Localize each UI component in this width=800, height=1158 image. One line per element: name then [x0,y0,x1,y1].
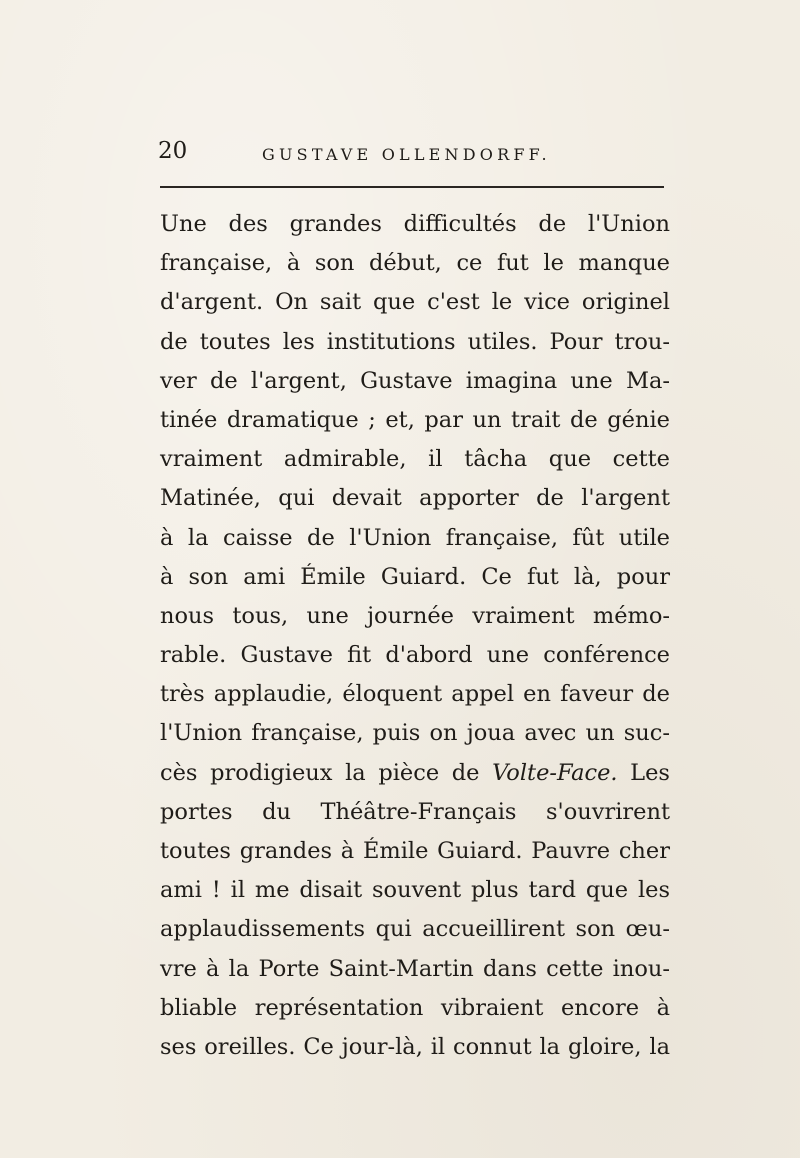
text-line: applaudissements qui accueillirent son œu- [160,916,670,943]
text-line: à la caisse de l'Union française, fût utile [160,524,670,551]
text-line: Matinée, qui devait apporter de l'argent [160,485,670,512]
text-line: nous tous, une journée vraiment mémo- [160,602,670,629]
text-line: vraiment admirable, il tâcha que cette [160,446,670,473]
text-line: vre à la Porte Saint-Martin dans cette inou- [160,955,670,982]
text-line-with-title [160,754,670,793]
text-line: l'Union française, puis on joua avec un suc- [160,720,670,747]
text-segment: Les [617,759,670,786]
text-line: toutes grandes à Émile Guiard. Pauvre cher [160,838,670,864]
body-paragraph [160,205,670,1067]
text-line: très applaudie, éloquent appel en faveur de [160,681,670,708]
text-line: de toutes les institutions utiles. Pour trou- [160,328,670,355]
text-line: portes du Théâtre-Français s'ouvrirent [160,798,670,825]
text-line: rable. Gustave fit d'abord une conférence [160,642,670,669]
text-line: ver de l'argent, Gustave imagina une Ma- [160,367,670,394]
text-segment: cès prodigieux la pièce de [160,759,493,786]
page-header [158,136,678,176]
text-line: à son ami Émile Guiard. Ce fut là, pour [160,563,670,590]
text-line: tinée dramatique ; et, par un trait de génie [160,406,670,433]
text-line: Une des grandes difficultés de l'Union [160,211,670,237]
header-rule [160,186,664,188]
text-line: bliable représentation vibraient encore à [160,994,670,1021]
running-title: GUSTAVE OLLENDORFF. [262,145,551,164]
text-line: ses oreilles. Ce jour-là, il connut la gloire, la [160,1033,670,1060]
page-number: 20 [158,138,188,164]
text-line: française, à son début, ce fut le manque [160,250,670,277]
text-line: d'argent. On sait que c'est le vice originel [160,289,670,316]
text-line: ami ! il me disait souvent plus tard que les [160,877,670,904]
play-title: Volte-Face. [492,759,618,786]
